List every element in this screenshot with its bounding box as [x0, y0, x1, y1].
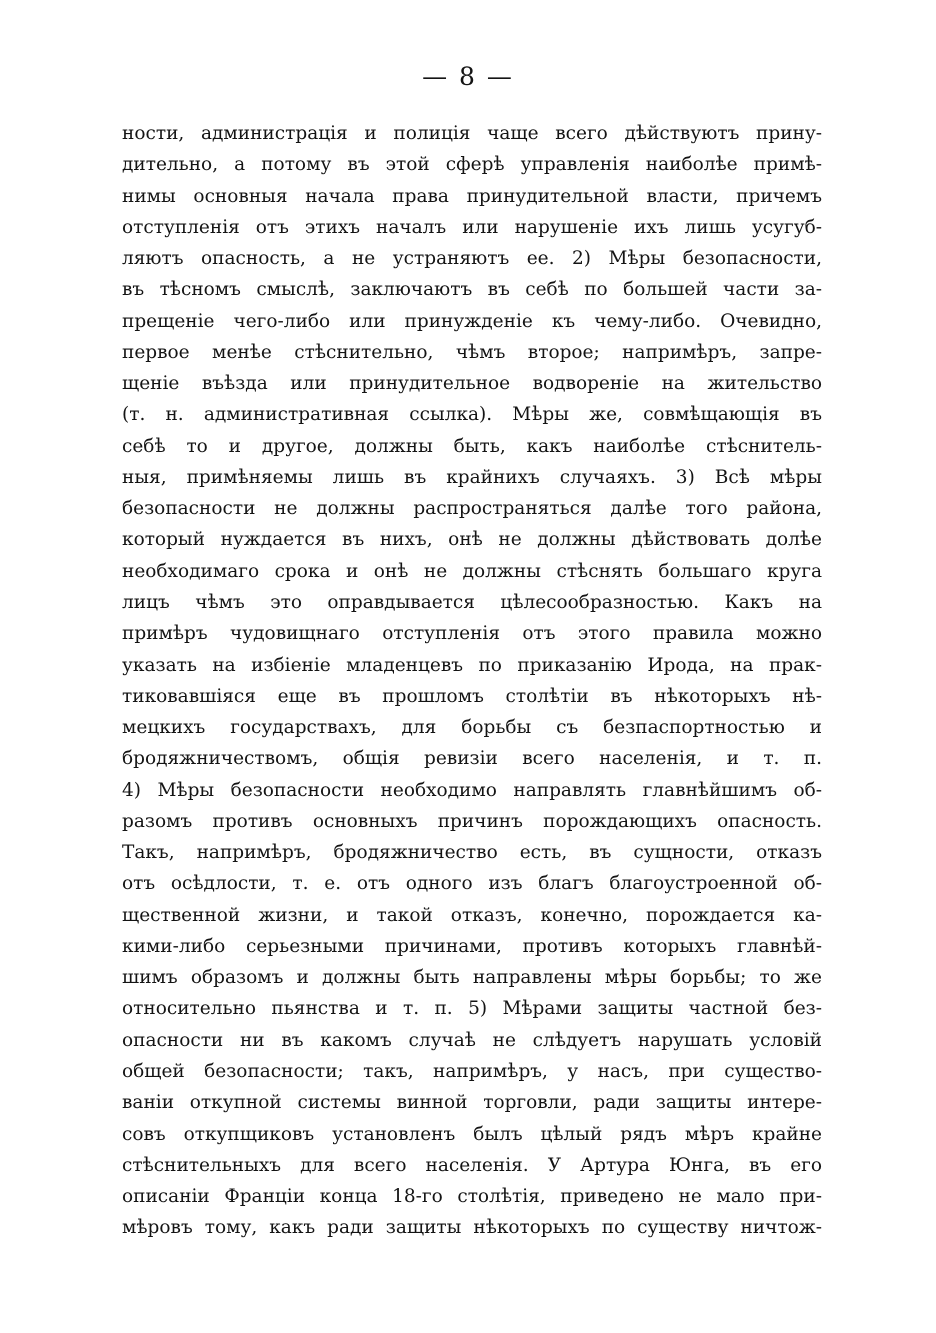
text-line: щественной жизни, и такой отказъ, конечно, порождается ка- — [122, 904, 822, 926]
text-line: мецкихъ государствахъ, для борьбы съ безпаспортностью и — [122, 717, 822, 739]
text-line: шимъ образомъ и должны быть направлены мѣры борьбы; то же — [122, 967, 822, 989]
text-line: отъ осѣдлости, т. е. отъ одного изъ благъ благоустроенной об- — [122, 873, 822, 895]
text-line: (т. н. административная ссылка). Мѣры же, совмѣщающія въ — [122, 404, 822, 426]
text-line: 4) Мѣры безопасности необходимо направлять главнѣйшимъ об- — [122, 779, 822, 801]
text-line: отступленія отъ этихъ началъ или нарушеніе ихъ лишь усугуб- — [122, 216, 822, 238]
text-line: Такъ, напримѣръ, бродяжничество есть, въ сущности, отказъ — [122, 842, 822, 864]
text-line: безопасности не должны распространяться далѣе того района, — [122, 498, 822, 520]
text-line: первое менѣе стѣснительно, чѣмъ второе; напримѣръ, запре- — [122, 341, 822, 363]
text-line: необходимаго срока и онѣ не должны стѣснять большаго круга — [122, 560, 822, 582]
text-line: лицъ чѣмъ это оправдывается цѣлесообразностью. Какъ на — [122, 591, 822, 613]
text-line: дительно, а потому въ этой сферѣ управленія наиболѣе примѣ- — [122, 154, 822, 176]
text-line: бродяжничествомъ, общія ревизіи всего населенія, и т. п. — [122, 748, 822, 770]
text-line: въ тѣсномъ смыслѣ, заключаютъ въ себѣ по большей части за- — [122, 279, 822, 301]
text-line: стѣснительныхъ для всего населенія. У Артура Юнга, въ его — [122, 1154, 822, 1176]
text-line: щеніе въѣзда или принудительное водвореніе на жительство — [122, 373, 822, 395]
text-line: нимы основныя начала права принудительной власти, причемъ — [122, 185, 822, 207]
text-line: ности, администрація и полиція чаще всего дѣйствуютъ прину- — [122, 123, 822, 144]
text-line: тиковавшіяся еще въ прошломъ столѣтіи въ нѣкоторыхъ нѣ- — [122, 685, 822, 707]
text-line: опасности ни въ какомъ случаѣ не слѣдуетъ нарушать условій — [122, 1029, 822, 1051]
text-line: описаніи Франціи конца 18-го столѣтія, приведено не мало при- — [122, 1186, 822, 1208]
text-line: указать на избіеніе младенцевъ по приказанію Ирода, на прак- — [122, 654, 822, 676]
text-line: ныя, примѣняемы лишь въ крайнихъ случаяхъ. 3) Всѣ мѣры — [122, 466, 822, 488]
text-line: общей безопасности; такъ, напримѣръ, у насъ, при существо- — [122, 1060, 822, 1082]
text-line: примѣръ чудовищнаго отступленія отъ этого правила можно — [122, 623, 822, 645]
text-line: себѣ то и другое, должны быть, какъ наиболѣе стѣснитель- — [122, 435, 822, 457]
text-line: прещеніе чего-либо или принужденіе къ чему-либо. Очевидно, — [122, 310, 822, 332]
text-line: относительно пьянства и т. п. 5) Мѣрами защиты частной без- — [122, 998, 822, 1020]
body-text — [122, 118, 822, 1244]
text-line: который нуждается въ нихъ, онѣ не должны дѣйствовать долѣе — [122, 529, 822, 551]
page-number: — 8 — — [422, 62, 514, 91]
text-line: разомъ противъ основныхъ причинъ порождающихъ опасность. — [122, 810, 822, 832]
text-line: ваніи откупной системы винной торговли, ради защиты интере- — [122, 1092, 822, 1114]
text-line: мѣровъ тому, какъ ради защиты нѣкоторыхъ по существу ничтож- — [122, 1217, 822, 1239]
text-line: кими-либо серьезными причинами, противъ которыхъ главнѣй- — [122, 935, 822, 957]
text-line: ляютъ опасность, а не устраняютъ ее. 2) Мѣры безопасности, — [122, 248, 822, 270]
text-line: совъ откупщиковъ установленъ былъ цѣлый рядъ мѣръ крайне — [122, 1123, 822, 1145]
